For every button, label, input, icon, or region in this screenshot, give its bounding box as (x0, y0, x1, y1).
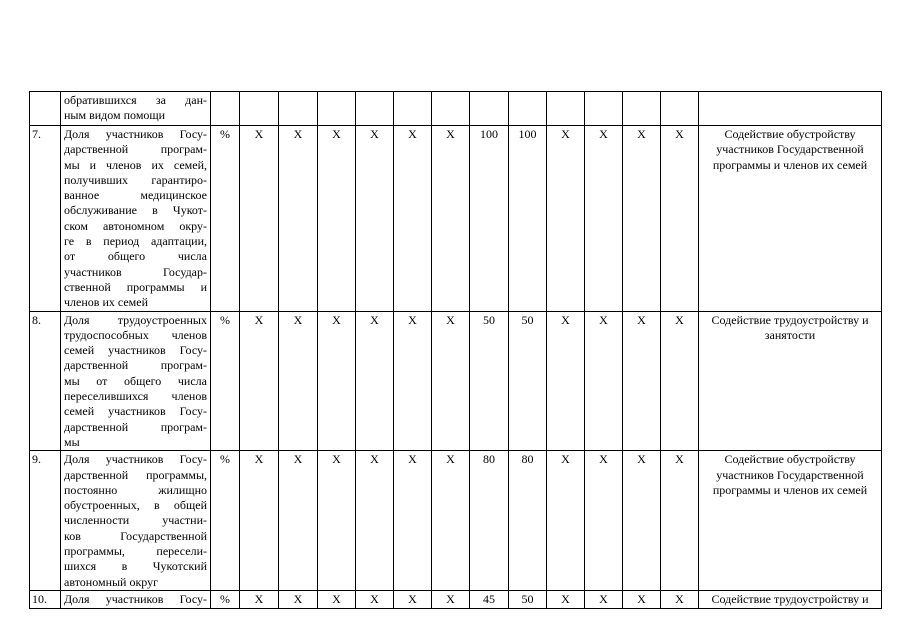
purpose-line: программы и членов их семей (712, 157, 868, 172)
table-row (30, 126, 882, 312)
value-cell: Х (623, 590, 661, 608)
purpose-cell (699, 590, 882, 608)
indicator-description (61, 92, 211, 126)
value-cell: 80 (470, 451, 509, 591)
description-line: от общего числа (64, 249, 207, 264)
value-cell: 45 (470, 590, 509, 608)
value-cell: Х (661, 126, 699, 312)
value-cell: Х (547, 126, 585, 312)
purpose-line: участников Государственной (716, 142, 864, 157)
value-cell: Х (547, 311, 585, 451)
value-cell: Х (585, 311, 623, 451)
description-line: получивших гарантиро- (64, 172, 207, 187)
value-cell: Х (432, 590, 470, 608)
unit-cell: % (211, 451, 240, 591)
value-cell: Х (279, 126, 318, 312)
row-number (30, 92, 61, 126)
row-number: 8. (30, 311, 61, 451)
value-cell: Х (279, 311, 318, 451)
value-cell: Х (279, 451, 318, 591)
value-cell: Х (356, 311, 394, 451)
purpose-line: Содействие обустройству (724, 127, 856, 141)
description-line: переселившихся членов (64, 389, 207, 404)
description-line: ственной программы и (64, 279, 207, 294)
value-cell (432, 92, 470, 126)
description-line: дарственной программы, (64, 467, 207, 482)
description-line: Доля участников Госу- (64, 452, 207, 467)
description-line: семей участников Госу- (64, 343, 207, 358)
value-cell (356, 92, 394, 126)
value-cell (661, 92, 699, 126)
description-line: Доля трудоустроенных (64, 312, 207, 327)
row-number: 9. (30, 451, 61, 591)
value-cell: Х (279, 590, 318, 608)
value-cell: Х (318, 311, 356, 451)
description-line: постоянно жилищно (64, 482, 207, 497)
description-line: обратившихся за дан- (64, 93, 207, 107)
purpose-cell (699, 451, 882, 591)
description-line: ском автономном окру- (64, 218, 207, 233)
purpose-line: программы и членов их семей (712, 482, 868, 497)
value-cell: Х (240, 451, 279, 591)
value-cell: 100 (470, 126, 509, 312)
description-line: семей участников Госу- (64, 404, 207, 419)
description-line: дарственной програм- (64, 419, 207, 434)
description-line: ков Государственной (64, 528, 207, 543)
unit-cell (211, 92, 240, 126)
description-line: ным видом помощи (64, 108, 166, 123)
value-cell: Х (623, 451, 661, 591)
indicator-description (61, 590, 211, 608)
value-cell (470, 92, 509, 126)
value-cell: Х (240, 126, 279, 312)
value-cell: 50 (509, 590, 547, 608)
unit-cell: % (211, 590, 240, 608)
row-number: 7. (30, 126, 61, 312)
description-line: членов их семей (64, 295, 148, 310)
value-cell: Х (661, 451, 699, 591)
value-cell: Х (394, 451, 432, 591)
value-cell: Х (240, 311, 279, 451)
value-cell (623, 92, 661, 126)
value-cell (509, 92, 547, 126)
description-line: численности участни- (64, 513, 207, 528)
value-cell: Х (356, 126, 394, 312)
value-cell: Х (661, 590, 699, 608)
value-cell: Х (585, 126, 623, 312)
value-cell: Х (432, 311, 470, 451)
table-row (30, 590, 882, 608)
value-cell: Х (432, 451, 470, 591)
value-cell: 100 (509, 126, 547, 312)
purpose-line: Содействие трудоустройству и (711, 591, 869, 606)
value-cell: 50 (470, 311, 509, 451)
value-cell: Х (661, 311, 699, 451)
description-line: обустроенных, в общей (64, 498, 207, 513)
purpose-cell (699, 126, 882, 312)
description-line: мы (64, 434, 80, 449)
value-cell (547, 92, 585, 126)
value-cell (318, 92, 356, 126)
purpose-cell (699, 92, 882, 126)
description-line: трудоспособных членов (64, 327, 207, 342)
unit-cell: % (211, 126, 240, 312)
table-row (30, 451, 882, 591)
description-line: программы, пересели- (64, 544, 207, 559)
description-line: ге в период адаптации, (64, 234, 207, 249)
value-cell: Х (318, 451, 356, 591)
value-cell: Х (585, 451, 623, 591)
value-cell (585, 92, 623, 126)
indicator-description (61, 451, 211, 591)
value-cell: 80 (509, 451, 547, 591)
value-cell: Х (585, 590, 623, 608)
indicator-description (61, 311, 211, 451)
purpose-line: Содействие обустройству (724, 452, 856, 467)
description-line: обслуживание в Чукот- (64, 203, 207, 218)
value-cell: Х (394, 126, 432, 312)
purpose-cell (699, 311, 882, 451)
description-line: автономный округ (64, 574, 159, 589)
description-line: мы и членов их семей, (64, 157, 207, 172)
row-number: 10. (30, 590, 61, 608)
value-cell: Х (318, 126, 356, 312)
value-cell: Х (356, 451, 394, 591)
value-cell: Х (318, 590, 356, 608)
value-cell: Х (394, 590, 432, 608)
value-cell: Х (623, 311, 661, 451)
purpose-line: занятости (764, 327, 816, 342)
table-row (30, 92, 882, 126)
description-line: Доля участников Госу- (64, 127, 207, 141)
value-cell (394, 92, 432, 126)
value-cell: Х (623, 126, 661, 312)
table-row (30, 311, 882, 451)
value-cell (279, 92, 318, 126)
description-line: участников Государ- (64, 264, 207, 279)
value-cell: 50 (509, 311, 547, 451)
description-line: Доля участников Госу- (64, 591, 207, 606)
purpose-line: Содействие трудоустройству и (711, 312, 869, 327)
value-cell: Х (432, 126, 470, 312)
indicators-table (29, 91, 882, 609)
description-line: дарственной програм- (64, 142, 207, 157)
table-body (30, 92, 882, 609)
value-cell: Х (394, 311, 432, 451)
purpose-line: участников Государственной (716, 467, 864, 482)
indicator-description (61, 126, 211, 312)
value-cell: Х (240, 590, 279, 608)
value-cell: Х (547, 590, 585, 608)
description-line: дарственной програм- (64, 358, 207, 373)
value-cell: Х (547, 451, 585, 591)
value-cell: Х (356, 590, 394, 608)
description-line: ванное медицинское (64, 188, 207, 203)
description-line: мы от общего числа (64, 373, 207, 388)
unit-cell: % (211, 311, 240, 451)
value-cell (240, 92, 279, 126)
description-line: шихся в Чукотский (64, 559, 207, 574)
